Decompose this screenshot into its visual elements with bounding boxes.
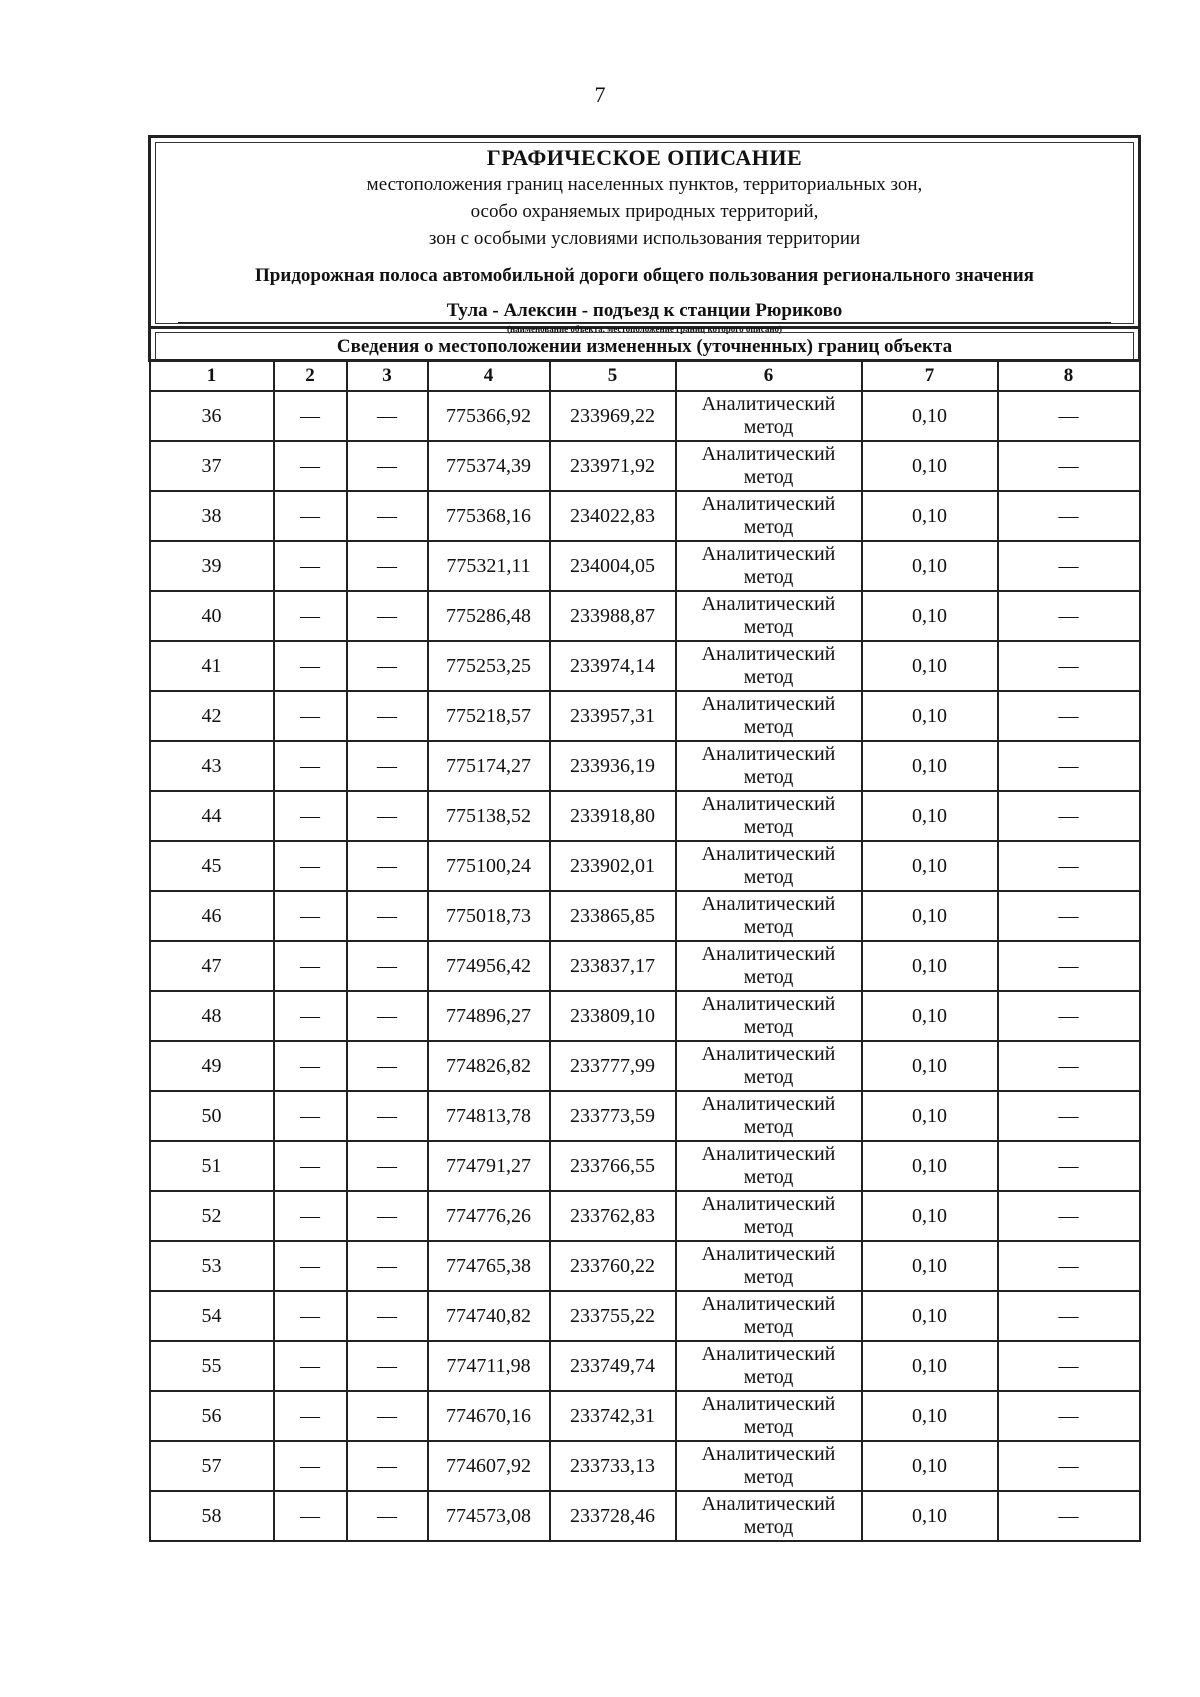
method-cell: [676, 391, 862, 441]
column-8-cell: —: [998, 491, 1140, 541]
point-number-cell: 44: [150, 791, 274, 841]
column-2-cell: —: [274, 741, 347, 791]
x-coordinate-cell: 774826,82: [428, 1041, 550, 1091]
x-coordinate-cell: 774791,27: [428, 1141, 550, 1191]
point-number-cell: 46: [150, 891, 274, 941]
y-coordinate-cell: 233760,22: [550, 1241, 676, 1291]
method-line: метод: [743, 416, 794, 438]
column-8-cell: —: [998, 541, 1140, 591]
x-coordinate-cell: 774670,16: [428, 1391, 550, 1441]
column-3-cell: —: [347, 591, 428, 641]
column-2-cell: —: [274, 541, 347, 591]
y-coordinate-cell: 233902,01: [550, 841, 676, 891]
method-cell: [676, 891, 862, 941]
table-row: [150, 491, 1140, 541]
accuracy-cell: 0,10: [862, 1091, 998, 1141]
column-2-cell: —: [274, 791, 347, 841]
column-2-cell: —: [274, 1341, 347, 1391]
method-line: метод: [743, 1166, 794, 1188]
y-coordinate-cell: 233957,31: [550, 691, 676, 741]
method-cell: [676, 1141, 862, 1191]
column-8-cell: —: [998, 1191, 1140, 1241]
column-3-cell: —: [347, 991, 428, 1041]
column-8-cell: —: [998, 441, 1140, 491]
column-8-cell: —: [998, 1241, 1140, 1291]
column-8-cell: —: [998, 391, 1140, 441]
column-2-cell: —: [274, 1041, 347, 1091]
method-cell: [676, 991, 862, 1041]
point-number-cell: 43: [150, 741, 274, 791]
point-number-cell: 37: [150, 441, 274, 491]
method-line: Аналитический: [701, 1093, 836, 1115]
method-cell: [676, 791, 862, 841]
accuracy-cell: 0,10: [862, 391, 998, 441]
column-8-cell: —: [998, 891, 1140, 941]
column-3-cell: —: [347, 791, 428, 841]
method-line: Аналитический: [701, 1343, 836, 1365]
method-cell: [676, 1091, 862, 1141]
method-cell: [676, 691, 862, 741]
table-row: [150, 1491, 1140, 1541]
method-line: метод: [743, 766, 794, 788]
x-coordinate-cell: 774896,27: [428, 991, 550, 1041]
column-8-cell: —: [998, 841, 1140, 891]
object-name-line-1: Придорожная полоса автомобильной дороги общего пользования регионального значения: [255, 265, 1034, 286]
column-3-cell: —: [347, 1141, 428, 1191]
column-2-cell: —: [274, 691, 347, 741]
x-coordinate-cell: 775174,27: [428, 741, 550, 791]
method-cell: [676, 1441, 862, 1491]
x-coordinate-cell: 774776,26: [428, 1191, 550, 1241]
document-header: [150, 137, 1140, 334]
column-2-cell: —: [274, 1241, 347, 1291]
y-coordinate-cell: 233809,10: [550, 991, 676, 1041]
accuracy-cell: 0,10: [862, 591, 998, 641]
accuracy-cell: 0,10: [862, 541, 998, 591]
column-2-cell: —: [274, 991, 347, 1041]
y-coordinate-cell: 233742,31: [550, 1391, 676, 1441]
column-3-cell: —: [347, 441, 428, 491]
accuracy-cell: 0,10: [862, 741, 998, 791]
method-cell: [676, 741, 862, 791]
table-row: [150, 1391, 1140, 1441]
column-3-cell: —: [347, 941, 428, 991]
method-cell: [676, 641, 862, 691]
method-cell: [676, 1491, 862, 1541]
point-number-cell: 45: [150, 841, 274, 891]
table-row: [150, 641, 1140, 691]
x-coordinate-cell: 775100,24: [428, 841, 550, 891]
method-cell: [676, 491, 862, 541]
method-line: метод: [743, 1216, 794, 1238]
column-8-cell: —: [998, 1041, 1140, 1091]
table-row: [150, 1291, 1140, 1341]
column-8-cell: —: [998, 1341, 1140, 1391]
accuracy-cell: 0,10: [862, 941, 998, 991]
method-line: Аналитический: [701, 393, 836, 415]
table-row: [150, 1191, 1140, 1241]
x-coordinate-cell: 774607,92: [428, 1441, 550, 1491]
method-line: метод: [743, 1316, 794, 1338]
column-3-cell: —: [347, 541, 428, 591]
point-number-cell: 39: [150, 541, 274, 591]
y-coordinate-cell: 233988,87: [550, 591, 676, 641]
method-line: Аналитический: [701, 943, 836, 965]
column-8-cell: —: [998, 991, 1140, 1041]
column-8-cell: —: [998, 1391, 1140, 1441]
accuracy-cell: 0,10: [862, 1141, 998, 1191]
point-number-cell: 38: [150, 491, 274, 541]
point-number-cell: 52: [150, 1191, 274, 1241]
column-8-cell: —: [998, 1091, 1140, 1141]
column-3-cell: —: [347, 891, 428, 941]
point-number-cell: 40: [150, 591, 274, 641]
column-header: 3: [347, 361, 428, 392]
method-line: Аналитический: [701, 1393, 836, 1415]
y-coordinate-cell: 233974,14: [550, 641, 676, 691]
column-3-cell: —: [347, 641, 428, 691]
x-coordinate-cell: 775218,57: [428, 691, 550, 741]
x-coordinate-cell: 774765,38: [428, 1241, 550, 1291]
table-row: [150, 541, 1140, 591]
method-cell: [676, 541, 862, 591]
point-number-cell: 36: [150, 391, 274, 441]
y-coordinate-cell: 233728,46: [550, 1491, 676, 1541]
accuracy-cell: 0,10: [862, 1241, 998, 1291]
section-title-text: Сведения о местоположении измененных (уточненных) границ объекта: [155, 332, 1134, 359]
subtitle-line-1: местоположения границ населенных пунктов, территориальных зон,: [366, 174, 923, 195]
column-8-cell: —: [998, 1291, 1140, 1341]
table-row: [150, 691, 1140, 741]
x-coordinate-cell: 774711,98: [428, 1341, 550, 1391]
method-cell: [676, 1341, 862, 1391]
method-line: метод: [743, 816, 794, 838]
point-number-cell: 47: [150, 941, 274, 991]
column-8-cell: —: [998, 791, 1140, 841]
table-row: [150, 841, 1140, 891]
column-8-cell: —: [998, 1441, 1140, 1491]
point-number-cell: 41: [150, 641, 274, 691]
column-3-cell: —: [347, 741, 428, 791]
boundary-table: [148, 135, 1141, 1542]
column-3-cell: —: [347, 691, 428, 741]
accuracy-cell: 0,10: [862, 1441, 998, 1491]
accuracy-cell: 0,10: [862, 1341, 998, 1391]
column-3-cell: —: [347, 1091, 428, 1141]
x-coordinate-cell: 775321,11: [428, 541, 550, 591]
column-3-cell: —: [347, 491, 428, 541]
method-line: Аналитический: [701, 893, 836, 915]
column-header: 8: [998, 361, 1140, 392]
method-cell: [676, 441, 862, 491]
column-3-cell: —: [347, 1241, 428, 1291]
column-8-cell: —: [998, 1491, 1140, 1541]
accuracy-cell: 0,10: [862, 991, 998, 1041]
table-row: [150, 941, 1140, 991]
column-2-cell: —: [274, 1391, 347, 1441]
method-line: Аналитический: [701, 443, 836, 465]
accuracy-cell: 0,10: [862, 791, 998, 841]
method-line: Аналитический: [701, 993, 836, 1015]
x-coordinate-cell: 774956,42: [428, 941, 550, 991]
point-number-cell: 42: [150, 691, 274, 741]
accuracy-cell: 0,10: [862, 1291, 998, 1341]
method-line: Аналитический: [701, 643, 836, 665]
table-row: [150, 891, 1140, 941]
method-line: метод: [743, 716, 794, 738]
point-number-cell: 56: [150, 1391, 274, 1441]
column-2-cell: —: [274, 1141, 347, 1191]
table-row: [150, 991, 1140, 1041]
x-coordinate-cell: 775374,39: [428, 441, 550, 491]
method-line: Аналитический: [701, 793, 836, 815]
point-number-cell: 57: [150, 1441, 274, 1491]
accuracy-cell: 0,10: [862, 841, 998, 891]
x-coordinate-cell: 775138,52: [428, 791, 550, 841]
method-line: Аналитический: [701, 1293, 836, 1315]
point-number-cell: 53: [150, 1241, 274, 1291]
column-8-cell: —: [998, 591, 1140, 641]
table-row: [150, 741, 1140, 791]
column-3-cell: —: [347, 1391, 428, 1441]
method-line: Аналитический: [701, 1043, 836, 1065]
column-header: 5: [550, 361, 676, 392]
y-coordinate-cell: 233773,59: [550, 1091, 676, 1141]
y-coordinate-cell: 233971,92: [550, 441, 676, 491]
document-title: ГРАФИЧЕСКОЕ ОПИСАНИЕ: [486, 145, 803, 170]
y-coordinate-cell: 233733,13: [550, 1441, 676, 1491]
column-3-cell: —: [347, 1041, 428, 1091]
table-row: [150, 441, 1140, 491]
table-row: [150, 1341, 1140, 1391]
column-8-cell: —: [998, 741, 1140, 791]
column-2-cell: —: [274, 891, 347, 941]
method-line: Аналитический: [701, 843, 836, 865]
column-2-cell: —: [274, 441, 347, 491]
method-cell: [676, 1291, 862, 1341]
method-line: метод: [743, 1116, 794, 1138]
column-header: 1: [150, 361, 274, 392]
method-line: метод: [743, 1516, 794, 1538]
table-row: [150, 1441, 1140, 1491]
method-line: Аналитический: [701, 743, 836, 765]
x-coordinate-cell: 775018,73: [428, 891, 550, 941]
method-line: Аналитический: [701, 1143, 836, 1165]
method-line: Аналитический: [701, 1193, 836, 1215]
table-row: [150, 391, 1140, 441]
column-2-cell: —: [274, 641, 347, 691]
x-coordinate-cell: 774573,08: [428, 1491, 550, 1541]
table-row: [150, 591, 1140, 641]
method-cell: [676, 841, 862, 891]
accuracy-cell: 0,10: [862, 1041, 998, 1091]
x-coordinate-cell: 775366,92: [428, 391, 550, 441]
y-coordinate-cell: 234022,83: [550, 491, 676, 541]
accuracy-cell: 0,10: [862, 1491, 998, 1541]
method-line: Аналитический: [701, 1443, 836, 1465]
table-row: [150, 1141, 1140, 1191]
column-3-cell: —: [347, 1191, 428, 1241]
point-number-cell: 48: [150, 991, 274, 1041]
column-3-cell: —: [347, 1441, 428, 1491]
method-cell: [676, 1241, 862, 1291]
method-line: метод: [743, 1466, 794, 1488]
column-header: 6: [676, 361, 862, 392]
method-line: Аналитический: [701, 493, 836, 515]
column-2-cell: —: [274, 391, 347, 441]
column-3-cell: —: [347, 1341, 428, 1391]
x-coordinate-cell: 774740,82: [428, 1291, 550, 1341]
column-8-cell: —: [998, 941, 1140, 991]
y-coordinate-cell: 233837,17: [550, 941, 676, 991]
y-coordinate-cell: 233936,19: [550, 741, 676, 791]
column-8-cell: —: [998, 1141, 1140, 1191]
x-coordinate-cell: 775286,48: [428, 591, 550, 641]
x-coordinate-cell: 774813,78: [428, 1091, 550, 1141]
method-cell: [676, 941, 862, 991]
object-caption: (наименование объекта, местоположение границ которого описано): [506, 324, 783, 334]
subtitle-line-3: зон с особыми условиями использования территории: [428, 228, 861, 249]
method-line: метод: [743, 1016, 794, 1038]
method-line: метод: [743, 866, 794, 888]
column-2-cell: —: [274, 491, 347, 541]
table-row: [150, 1041, 1140, 1091]
point-number-cell: 49: [150, 1041, 274, 1091]
method-cell: [676, 591, 862, 641]
point-number-cell: 51: [150, 1141, 274, 1191]
y-coordinate-cell: 233969,22: [550, 391, 676, 441]
method-line: Аналитический: [701, 1493, 836, 1515]
table-row: [150, 1091, 1140, 1141]
column-2-cell: —: [274, 1291, 347, 1341]
column-header: 7: [862, 361, 998, 392]
column-2-cell: —: [274, 1441, 347, 1491]
method-line: метод: [743, 1366, 794, 1388]
method-line: метод: [743, 1416, 794, 1438]
table-row: [150, 1241, 1140, 1291]
column-header: 2: [274, 361, 347, 392]
column-header: 4: [428, 361, 550, 392]
section-title: [150, 328, 1140, 361]
column-3-cell: —: [347, 1491, 428, 1541]
column-8-cell: —: [998, 691, 1140, 741]
y-coordinate-cell: 233766,55: [550, 1141, 676, 1191]
accuracy-cell: 0,10: [862, 891, 998, 941]
method-line: метод: [743, 666, 794, 688]
method-line: метод: [743, 1066, 794, 1088]
column-header-row: [150, 361, 1140, 392]
method-line: Аналитический: [701, 1243, 836, 1265]
accuracy-cell: 0,10: [862, 491, 998, 541]
method-line: метод: [743, 1266, 794, 1288]
accuracy-cell: 0,10: [862, 1391, 998, 1441]
y-coordinate-cell: 233762,83: [550, 1191, 676, 1241]
accuracy-cell: 0,10: [862, 1191, 998, 1241]
method-line: Аналитический: [701, 543, 836, 565]
x-coordinate-cell: 775368,16: [428, 491, 550, 541]
method-line: метод: [743, 566, 794, 588]
table-row: [150, 791, 1140, 841]
point-number-cell: 58: [150, 1491, 274, 1541]
y-coordinate-cell: 233918,80: [550, 791, 676, 841]
y-coordinate-cell: 233755,22: [550, 1291, 676, 1341]
y-coordinate-cell: 233749,74: [550, 1341, 676, 1391]
column-2-cell: —: [274, 1091, 347, 1141]
point-number-cell: 54: [150, 1291, 274, 1341]
column-2-cell: —: [274, 841, 347, 891]
column-3-cell: —: [347, 391, 428, 441]
method-line: метод: [743, 466, 794, 488]
method-cell: [676, 1391, 862, 1441]
column-8-cell: —: [998, 641, 1140, 691]
y-coordinate-cell: 234004,05: [550, 541, 676, 591]
x-coordinate-cell: 775253,25: [428, 641, 550, 691]
subtitle-line-2: особо охраняемых природных территорий,: [470, 201, 819, 222]
method-cell: [676, 1191, 862, 1241]
method-line: метод: [743, 916, 794, 938]
method-line: Аналитический: [701, 593, 836, 615]
column-3-cell: —: [347, 841, 428, 891]
method-line: метод: [743, 616, 794, 638]
column-2-cell: —: [274, 1191, 347, 1241]
method-line: Аналитический: [701, 693, 836, 715]
page-number: 7: [594, 82, 606, 107]
accuracy-cell: 0,10: [862, 441, 998, 491]
method-line: метод: [743, 966, 794, 988]
y-coordinate-cell: 233777,99: [550, 1041, 676, 1091]
accuracy-cell: 0,10: [862, 641, 998, 691]
object-name-line-2: Тула - Алексин - подъезд к станции Рюриково: [446, 300, 843, 321]
column-2-cell: —: [274, 941, 347, 991]
accuracy-cell: 0,10: [862, 691, 998, 741]
column-3-cell: —: [347, 1291, 428, 1341]
point-number-cell: 55: [150, 1341, 274, 1391]
point-number-cell: 50: [150, 1091, 274, 1141]
y-coordinate-cell: 233865,85: [550, 891, 676, 941]
column-2-cell: —: [274, 1491, 347, 1541]
method-cell: [676, 1041, 862, 1091]
column-2-cell: —: [274, 591, 347, 641]
method-line: метод: [743, 516, 794, 538]
